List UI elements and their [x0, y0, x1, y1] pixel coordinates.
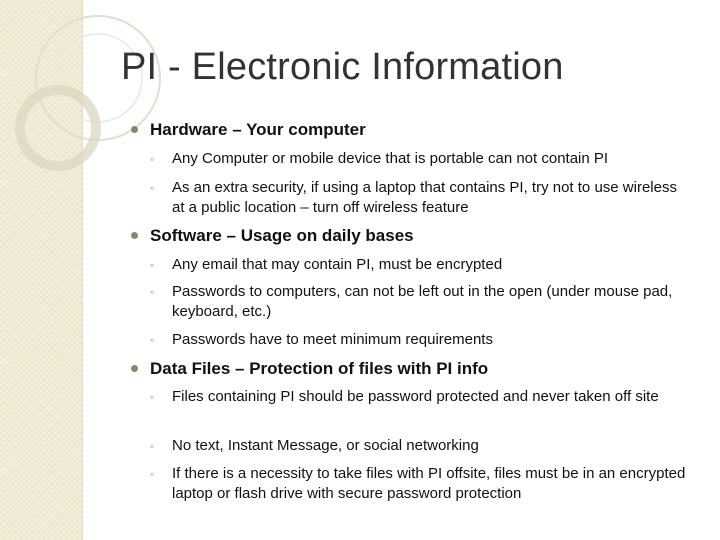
bullet-heading: Hardware – Your computer — [150, 120, 366, 139]
sub-bullet — [150, 464, 687, 504]
sub-bullet — [150, 387, 687, 407]
sub-bullet-circle-icon: ◦ — [150, 152, 155, 166]
sub-bullet-circle-icon: ◦ — [150, 258, 155, 272]
sub-bullet-text: Any Computer or mobile device that is portable can not contain PI — [172, 150, 609, 167]
sub-bullet-circle-icon: ◦ — [150, 467, 155, 481]
sub-bullet-text: Passwords to computers, can not be left out in the open (under mouse pad, keyboard, etc.) — [172, 283, 673, 320]
sub-bullet-text: Any email that may contain PI, must be encrypted — [172, 256, 503, 273]
sub-bullet-circle-icon: ◦ — [150, 333, 155, 347]
sub-bullet — [150, 282, 687, 322]
bullet-dot — [131, 232, 138, 239]
sub-bullet-text: No text, Instant Message, or social networking — [172, 437, 479, 454]
sub-bullet-circle-icon: ◦ — [150, 390, 155, 404]
sub-bullet-text: If there is a necessity to take files with PI offsite, files must be in an encrypted laptop or flash drive with secure password protection — [172, 465, 686, 502]
sub-bullet-circle-icon: ◦ — [150, 181, 155, 195]
sub-bullet-circle-icon: ◦ — [150, 285, 155, 299]
sub-bullet-text: Files containing PI should be password protected and never taken off site — [172, 388, 659, 405]
bullet-software — [150, 226, 414, 246]
bullet-heading: Data Files – Protection of files with PI info — [150, 359, 489, 378]
bullet-data-files — [150, 359, 488, 379]
sub-bullet — [150, 178, 687, 218]
slide-title: PI - Electronic Information — [121, 46, 564, 88]
sub-bullet — [150, 436, 687, 456]
sub-bullet — [150, 149, 687, 169]
bullet-hardware — [150, 120, 366, 140]
sub-bullet — [150, 255, 687, 275]
bullet-dot — [131, 365, 138, 372]
bullet-dot — [131, 126, 138, 133]
sub-bullet-circle-icon: ◦ — [150, 439, 155, 453]
sub-bullet — [150, 330, 687, 350]
sub-bullet-text: As an extra security, if using a laptop that contains PI, try not to use wireless at a public location – turn off wireless feature — [172, 179, 677, 216]
sub-bullet-text: Passwords have to meet minimum requirements — [172, 331, 493, 348]
bullet-heading: Software – Usage on daily bases — [150, 226, 414, 245]
